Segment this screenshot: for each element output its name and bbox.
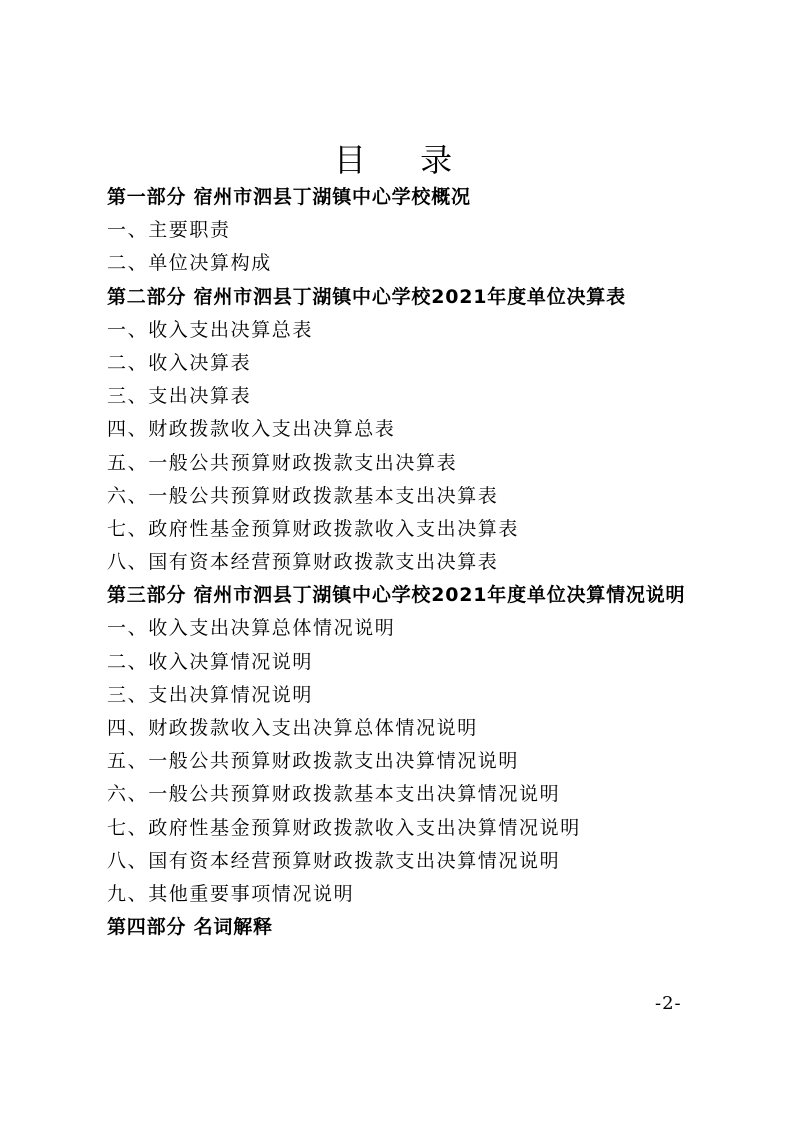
toc-item: 四、财政拨款收入支出决算总表 — [107, 418, 396, 441]
toc-item: 四、财政拨款收入支出决算总体情况说明 — [107, 717, 478, 740]
toc-item: 五、一般公共预算财政拨款支出决算情况说明 — [107, 750, 520, 773]
toc-item: 七、政府性基金预算财政拨款收入支出决算情况说明 — [107, 816, 581, 839]
toc-item: 一、收入支出决算总表 — [107, 318, 314, 341]
toc-item: 八、国有资本经营预算财政拨款支出决算表 — [107, 551, 499, 574]
toc-item: 六、一般公共预算财政拨款基本支出决算表 — [107, 484, 499, 507]
toc-part-3: 第三部分 宿州市泗县丁湖镇中心学校2021年度单位决算情况说明 — [107, 584, 686, 607]
page-title: 目 录 — [333, 141, 475, 179]
toc-item: 二、收入决算表 — [107, 351, 252, 374]
toc-item: 二、收入决算情况说明 — [107, 650, 314, 673]
toc-part-2: 第二部分 宿州市泗县丁湖镇中心学校2021年度单位决算表 — [107, 285, 626, 308]
toc-item: 七、政府性基金预算财政拨款收入支出决算表 — [107, 517, 520, 540]
toc-item: 八、国有资本经营预算财政拨款支出决算情况说明 — [107, 849, 561, 872]
toc-item: 五、一般公共预算财政拨款支出决算表 — [107, 451, 458, 474]
table-of-contents — [107, 181, 707, 944]
toc-item: 一、收入支出决算总体情况说明 — [107, 617, 396, 640]
toc-item: 六、一般公共预算财政拨款基本支出决算情况说明 — [107, 783, 561, 806]
toc-part-4: 第四部分 名词解释 — [107, 916, 273, 939]
toc-item: 三、支出决算情况说明 — [107, 683, 314, 706]
toc-item: 一、主要职责 — [107, 219, 231, 242]
toc-item: 九、其他重要事项情况说明 — [107, 882, 355, 905]
toc-item: 三、支出决算表 — [107, 385, 252, 408]
toc-part-1: 第一部分 宿州市泗县丁湖镇中心学校概况 — [107, 186, 471, 208]
toc-item: 二、单位决算构成 — [107, 252, 272, 275]
page-number: -2- — [655, 993, 682, 1014]
